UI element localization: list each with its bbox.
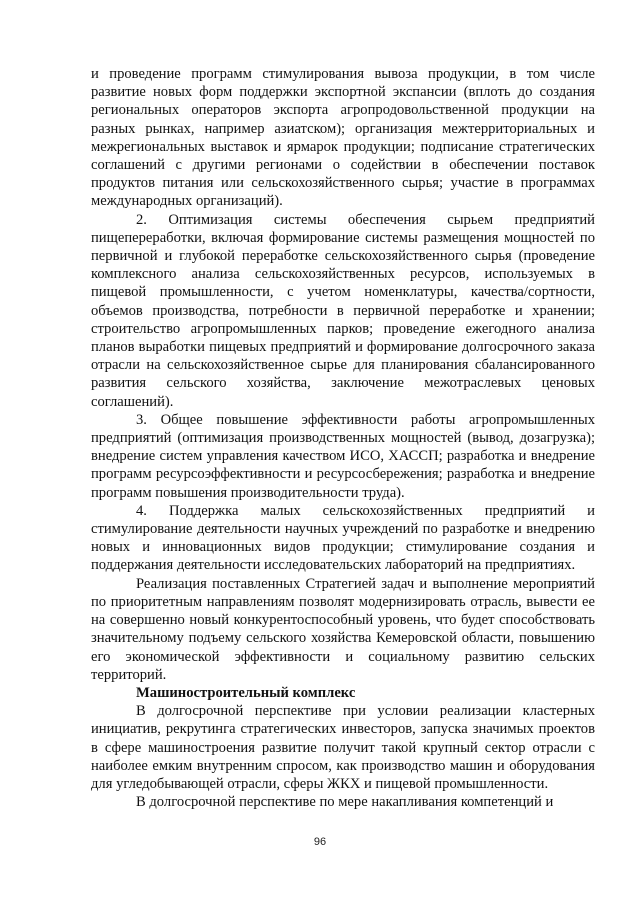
page-body bbox=[91, 65, 595, 811]
paragraph-item-3: 3. Общее повышение эффективности работы агропромышленных предприятий (оптимизация производственных мощностей (вывод, дозагрузка); внедрение систем управления качеством ИСО, ХАССП; разработка и внедрение программ ресурсоэффективности и ресурсосбережения; разработка и внедрение программ повышения производительности труда). bbox=[91, 411, 595, 501]
section-heading: Машиностроительный комплекс bbox=[136, 684, 356, 701]
paragraph-item-4: 4. Поддержка малых сельскохозяйственных предприятий и стимулирование деятельности научных учреждений по разработке и внедрению новых и инновационных видов продукции; стимулирование создания и поддержания деятельности исследовательских лабораторий на предприятиях. bbox=[91, 502, 595, 574]
paragraph-export-programs: и проведение программ стимулирования вывоза продукции, в том числе развитие новых форм поддержки экспортной экспансии (вплоть до создания региональных операторов экспорта агропродовольственной продукции на разных рынках, например азиатском); организация межтерриториальных и межрегиональных выставок и ярмарок продукции; подписание стратегических соглашений с другими регионами о содействии в обеспечении поставок продуктов питания или сельскохозяйственного сырья; участие в программах международных организаций). bbox=[91, 66, 595, 210]
paragraph-item-2: 2. Оптимизация системы обеспечения сырьем предприятий пищепереработки, включая формирование системы размещения мощностей по первичной и глубокой переработке сельскохозяйственного сырья (проведение комплексного анализа сельскохозяйственных ресурсов, используемых в пищевой промышленности, с учетом номенклатуры, качества/сортности, объемов производства, потребности в первичной переработке и хранении; строительство агропромышленных парков; проведение ежегодного анализа планов выработки пищевых предприятий и формирование долгосрочного заказа отрасли на сельскохозяйственное сырье для планирования сбалансированного развития сельского хозяйства, заключение межотраслевых ценовых соглашений). bbox=[91, 211, 595, 410]
paragraph-machinery-2: В долгосрочной перспективе по мере накапливания компетенций и bbox=[136, 794, 554, 811]
page-number: 96 bbox=[313, 836, 327, 848]
paragraph-strategy-summary: Реализация поставленных Стратегией задач и выполнение мероприятий по приоритетным направлениям позволят модернизировать отрасль, вывести ее на совершенно новый конкурентоспособный уровень, что будет способствовать значительному подъему сельского хозяйства Кемеровской области, повышению его экономической эффективности и социальному развитию сельских территорий. bbox=[91, 575, 595, 683]
paragraph-machinery-1: В долгосрочной перспективе при условии реализации кластерных инициатив, рекрутинга стратегических инвесторов, запуска значимых проектов в сфере машиностроения развитие получит такой крупный сектор отрасли с наиболее емким внутренним спросом, как производство машин и оборудования для угледобывающей отрасли, сферы ЖКХ и пищевой промышленности. bbox=[91, 703, 595, 792]
